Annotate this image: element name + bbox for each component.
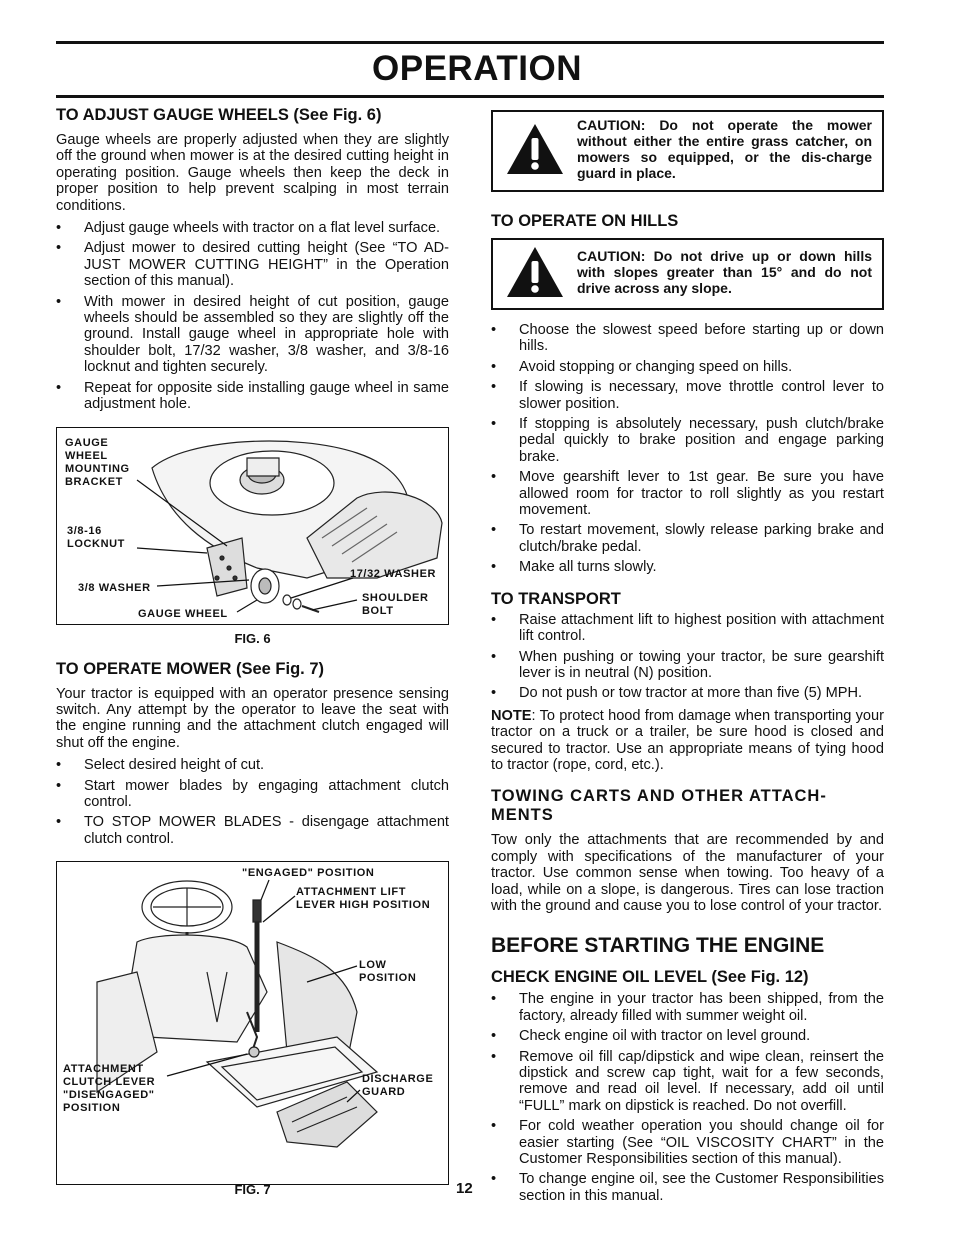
title-rule [56,95,884,98]
bullet: • [491,322,497,338]
list-item [491,322,884,355]
figure-6 [56,427,449,625]
list-item-text: The engine in your tractor has been shipped, from the factory, already filled with summer weight oil. [519,991,884,1024]
bullet: • [56,220,62,237]
label-locknut: 3/8-16 LOCKNUT [67,524,125,550]
page-number: 12 [456,1180,473,1197]
bullet: • [491,559,497,576]
list-item [56,220,449,236]
bullet: • [491,611,497,628]
bullet: • [491,1118,497,1135]
bullet: • [491,416,497,433]
label-38-washer: 3/8 WASHER [78,581,151,594]
page-title: OPERATION [372,49,582,88]
bullet: • [491,358,497,375]
label-mounting-bracket: GAUGE WHEEL MOUNTING BRACKET [65,436,130,488]
bullet: • [56,379,62,396]
label-discharge-guard: DISCHARGE GUARD [362,1073,434,1099]
list-item [491,379,884,412]
bullet: • [491,469,497,486]
list-item-text: Move gearshift lever to 1st gear. Be sure you have allowed room for tractor to roll slightly as you restart movement. [519,469,884,519]
towing-text: Tow only the attachments that are recommended by and comply with specifications of the manufacturer of your tractor. Use common sense when towing. Too heavy of a load, while on a slope, is dangerous. Tires can lose traction with the ground and cause you to lose control of your tractor. [491,832,884,914]
towing-heading: TOWING CARTS AND OTHER ATTACH-MENTS [491,787,827,825]
adjust-gauge-intro: Gauge wheels are properly adjusted when they are slightly off the ground when mower is at the desired cutting height in operating position. Gauge wheels then keep the deck in proper position to help prevent scalping in most terrain conditions. [56,132,449,214]
list-item-text: Make all turns slowly. [519,559,657,576]
bullet: • [491,1028,497,1045]
list-item [491,991,884,1024]
list-item [491,416,884,465]
bullet: • [491,685,497,702]
list-item [491,1171,884,1204]
warning-triangle-icon [505,122,565,176]
operate-mower-list [56,757,449,847]
bullet: • [56,757,62,774]
list-item-text: Select desired height of cut. [84,757,265,774]
list-item [56,757,449,773]
bullet: • [56,814,62,831]
label-low-position: LOW POSITION [359,959,417,985]
bullet: • [491,522,497,539]
list-item [491,1049,884,1115]
top-rule [56,41,884,44]
hills-list [491,322,884,576]
list-item-text: If slowing is necessary, move throttle control lever to slower position. [519,379,884,412]
list-item-text: To change engine oil, see the Customer Responsibilities section in this manual. [519,1171,884,1204]
before-starting-heading: BEFORE STARTING THE ENGINE [491,934,825,958]
bullet: • [491,1048,497,1065]
label-clutch-lever: ATTACHMENT CLUTCH LEVER "DISENGAGED" POSITION [63,1063,156,1115]
list-item-text: Choose the slowest speed before starting up or down hills. [519,322,884,355]
caution-box-hills [491,238,884,310]
list-item-text: Adjust mower to desired cutting height (See “TO AD-JUST MOWER CUTTING HEIGHT” in the Operation section of this manual). [84,240,449,290]
list-item-text: If stopping is absolutely necessary, push clutch/brake pedal quickly to brake position and engage parking brake. [519,416,884,465]
list-item-text: When pushing or towing your tractor, be sure gearshift lever is in neutral (N) position. [519,648,884,681]
warning-triangle-icon [505,245,565,299]
bullet: • [491,648,497,665]
list-item-text: TO STOP MOWER BLADES - disengage attachment clutch control. [84,814,449,847]
bullet: • [491,379,497,396]
label-shoulder-bolt: SHOULDER BOLT [362,591,429,617]
left-column [56,106,449,1185]
transport-heading: TO TRANSPORT [491,589,621,608]
figure-7-caption: FIG. 7 [234,1182,271,1197]
list-item [491,685,884,701]
list-item-text: Raise attachment lift to highest position with attachment lift control. [519,611,884,645]
list-item [56,778,449,811]
list-item [56,240,449,289]
list-item [56,294,449,376]
caution-text: CAUTION: Do not operate the mower without either the entire grass catcher, on mowers so equipped, or the dis-charge guard in place. [577,117,872,181]
list-item [491,359,884,375]
note-text: : To protect hood from damage when transporting your tractor on a truck or a trailer, be sure hood is closed and secured to tractor. Use an appropriate means of tying hood to tractor (rope, cord, etc.). [491,707,884,773]
transport-list [491,612,884,702]
caution-text: CAUTION: Do not drive up or down hills with slopes greater than 15° and do not drive across any slope. [577,248,872,296]
figure-7 [56,861,449,1185]
bullet: • [56,240,62,257]
check-oil-heading: CHECK ENGINE OIL LEVEL (See Fig. 12) [491,968,809,987]
label-lift-lever-high: ATTACHMENT LIFT LEVER HIGH POSITION [296,886,431,912]
note-label: NOTE [491,707,532,724]
list-item-text: With mower in desired height of cut position, gauge wheels should be assembled so they are slightly off the ground. Install gauge wheel in appropriate hole with shoulder bolt, 17/32 washer, 3/8 washer, and 3/8-16 locknut and tighten securely. [84,293,449,376]
bullet: • [491,1171,497,1188]
list-item-text: Remove oil fill cap/dipstick and wipe clean, reinsert the dipstick and screw cap tight, wait for a few seconds, remove and read oil level. If necessary, add oil until “FULL” mark on dipstick is reached. Do not overfill. [519,1048,884,1114]
list-item-text: Repeat for opposite side installing gauge wheel in same adjustment hole. [84,379,449,413]
adjust-gauge-heading: TO ADJUST GAUGE WHEELS (See Fig. 6) [56,106,382,124]
list-item-text: Check engine oil with tractor on level ground. [519,1028,811,1045]
operate-mower-intro: Your tractor is equipped with an operator presence sensing switch. Any attempt by the operator to leave the seat with the engine running and the attachment clutch engaged will shut off the engine. [56,685,449,751]
figure-6-caption: FIG. 6 [234,630,271,646]
adjust-gauge-list [56,220,449,412]
list-item-text: Start mower blades by engaging attachment clutch control. [84,777,449,810]
list-item [56,380,449,413]
list-item [491,522,884,555]
bullet: • [56,777,62,794]
operate-mower-heading: TO OPERATE MOWER (See Fig. 7) [56,659,324,678]
caution-box-grass-catcher [491,110,884,192]
list-item-text: Adjust gauge wheels with tractor on a flat level surface. [84,220,441,237]
list-item [491,559,884,575]
label-1732-washer: 17/32 WASHER [350,567,437,580]
bullet: • [491,991,497,1008]
list-item [491,612,884,645]
list-item-text: To restart movement, slowly release parking brake and clutch/brake pedal. [519,522,884,555]
bullet: • [56,293,62,310]
list-item [491,469,884,518]
transport-note [491,708,884,774]
label-engaged-position: "ENGAGED" POSITION [242,867,375,880]
list-item-text: For cold weather operation you should change oil for easier starting (See “OIL VISCOSITY CHART” in the Customer Responsibilities section of this manual). [519,1118,884,1168]
list-item [56,814,449,847]
list-item [491,1028,884,1044]
check-oil-list [491,991,884,1204]
list-item-text: Do not push or tow tractor at more than five (5) MPH. [519,685,863,702]
label-gauge-wheel: GAUGE WHEEL [138,607,228,620]
right-column [491,110,884,1210]
list-item [491,1118,884,1167]
hills-heading: TO OPERATE ON HILLS [491,212,679,230]
list-item-text: Avoid stopping or changing speed on hills. [519,358,793,375]
list-item [491,649,884,682]
